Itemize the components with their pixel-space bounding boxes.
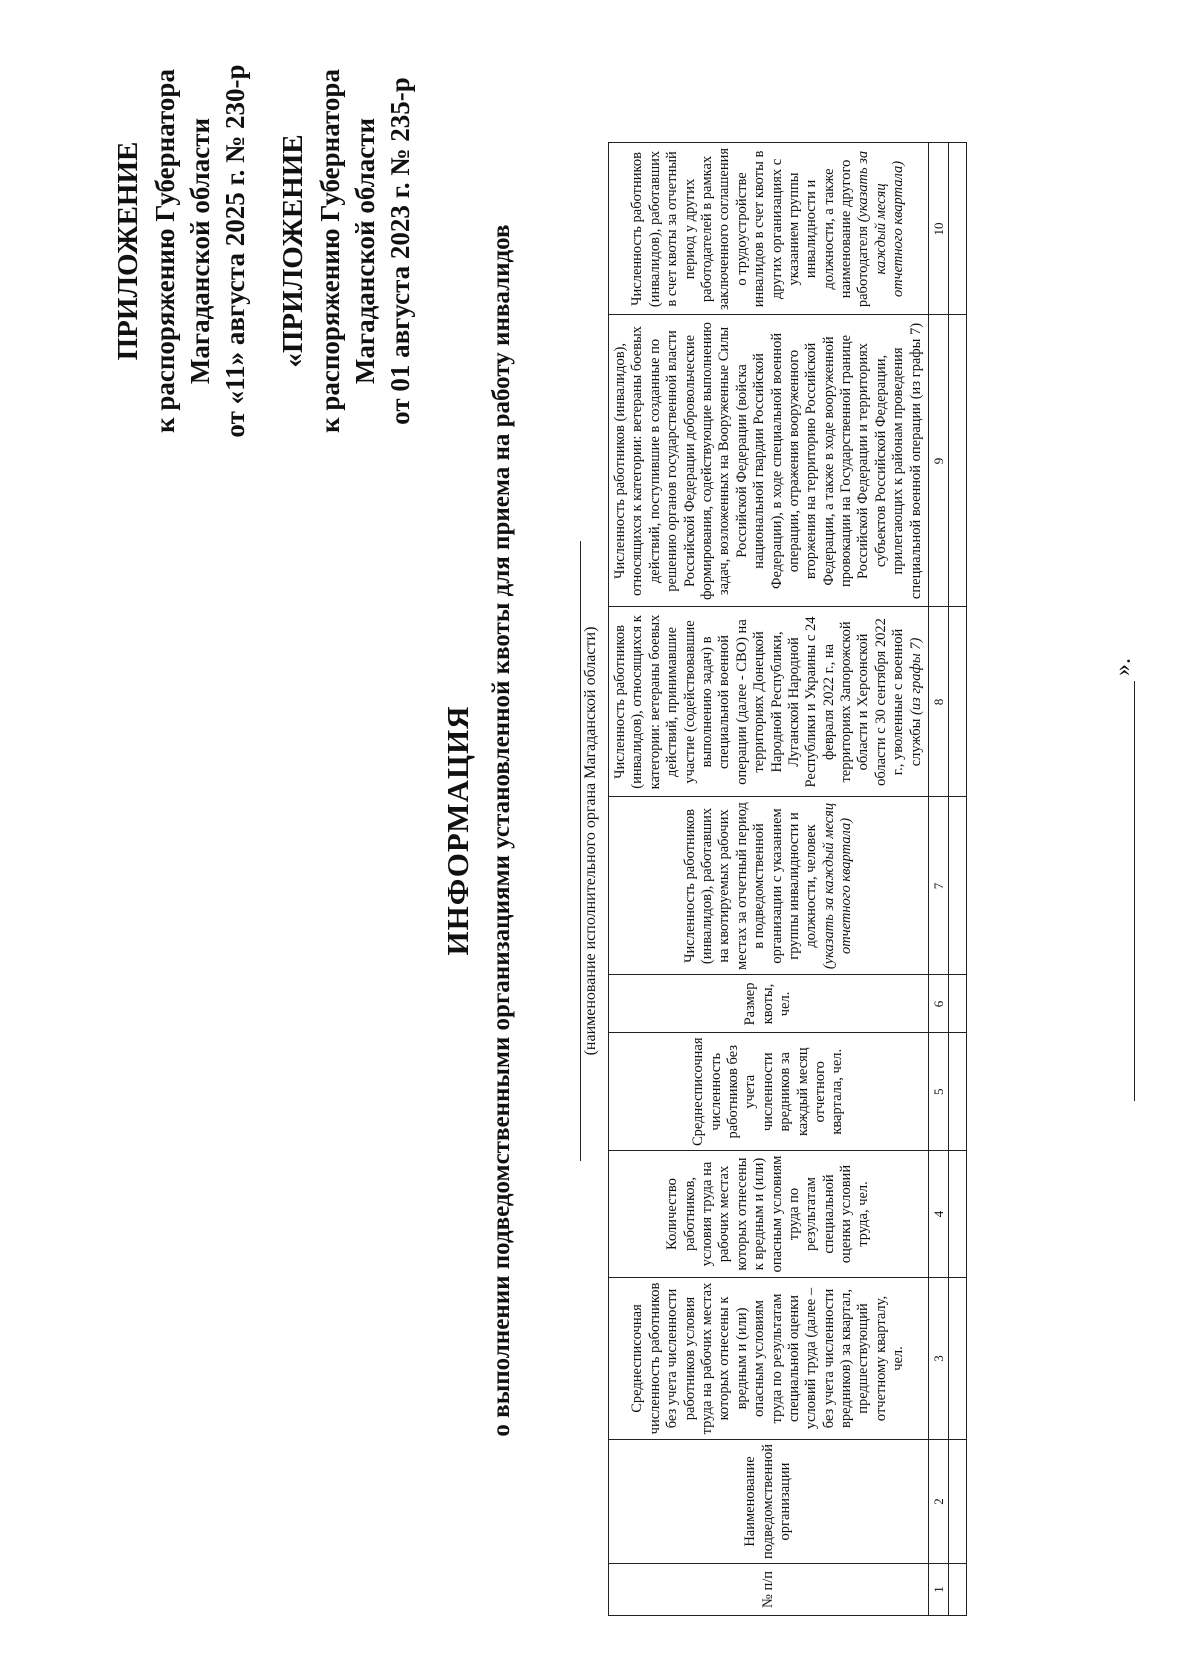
empty-cell: [949, 1033, 967, 1151]
quota-table: [608, 142, 967, 1616]
appendix-line3: от «11» августа 2025 г. № 230-р: [219, 64, 250, 438]
col-4-num: 4: [929, 1151, 949, 1278]
col-8-note: (из графы 7): [907, 637, 924, 715]
appendix-old-line3: от 01 августа 2023 г. № 235-р: [384, 77, 415, 425]
col-3-header: Среднесписочная численность работников без учета численности работников условия труда на рабочих местах которых отнесены к вредным и (или) опасным условиям труда по результатам специальной оценки условий труда (далее – без учета численности вредников) за квартал, предшествующий отчетному кварталу, чел.: [609, 1278, 929, 1440]
col-7-header: Численность работников (инвалидов), работавших на квотируемых рабочих местах за отчетный период в подведомственной организации с указанием группы инвалидности и должности, человек (указать за каждый месяц отчетного квартала): [609, 797, 929, 975]
appendix-header-new: [110, 41, 253, 461]
appendix-title: ПРИЛОЖЕНИЕ: [112, 141, 144, 361]
document-subtitle: о выполнении подведомственными организациями установленной квоты для приема на работу инвалидов: [488, 224, 515, 1437]
empty-cell: [949, 1151, 967, 1278]
closing-quote: ».: [1110, 658, 1136, 676]
col-5-header: Среднесписочная численность работников без учета численности вредников за каждый месяц отчетного квартала, чел.: [609, 1033, 929, 1151]
col-6-header: Размер квоты, чел.: [609, 975, 929, 1033]
empty-cell: [949, 1440, 967, 1564]
col-10-note: (указать за каждый месяц отчетного квартала): [855, 150, 907, 298]
col-9-header: Численность работников (инвалидов), относящихся к категории: ветераны боевых действий, поступившие в созданные по решению органов государственной власти Российской Федерации добровольческие формирования, содействующие выполнению задач, возложенных на Вооруженные Силы Российской Федерации (войска национальной гвардии Российской Федерации), в ходе специальной военной операции, отражения вооруженного вторжения на территорию Российской Федерации, а также в ходе вооруженной провокации на Государственной границе Российской Федерации и территориях субъектов Российской Федерации, прилегающих к районам проведения специальной военной операции (из графы 7): [609, 315, 929, 607]
col-1-header: № п/п: [609, 1564, 929, 1616]
empty-cell: [949, 1564, 967, 1616]
col-2-header: Наименование подведомственной организации: [609, 1440, 929, 1564]
empty-cell: [949, 143, 967, 315]
col-1-num: 1: [929, 1564, 949, 1616]
appendix-old-title: «ПРИЛОЖЕНИЕ: [277, 134, 309, 368]
appendix-old-line2: Магаданской области: [349, 117, 380, 385]
col-8-num: 8: [929, 607, 949, 797]
table-header-row: [609, 143, 929, 1616]
col-8-header: Численность работников (инвалидов), относящихся к категории: ветераны боевых действий, принимавшие участие (содействовавшие выполнению задач) в специальной военной операции (далее - СВО) на территориях Донецкой Народной Республики, Луганской Народной Республики и Украины с 24 февраля 2022 г., на территориях Запорожской области и Херсонской области с 30 сентября 2022 г., уволенные с военной службы (из графы 7): [609, 607, 929, 797]
empty-cell: [949, 315, 967, 607]
appendix-line1: к распоряжению Губернатора: [149, 69, 180, 433]
table-number-row: [929, 143, 949, 1616]
empty-cell: [949, 797, 967, 975]
appendix-old-line1: к распоряжению Губернатора: [314, 69, 345, 433]
col-2-num: 2: [929, 1440, 949, 1564]
org-name-caption: (наименование исполнительного органа Магаданской области): [582, 626, 599, 1056]
appendix-line2: Магаданской области: [184, 117, 215, 385]
col-10-header: Численность работников (инвалидов), работавших в счет квоты за отчетный период у других работодателей в рамках заключенного соглашения о трудоустройстве инвалидов в счет квоты в других организациях с указанием группы инвалидности и должности, а также наименование другого работодателя (указать за каждый месяц отчетного квартала): [609, 143, 929, 315]
empty-cell: [949, 1278, 967, 1440]
col-7-num: 7: [929, 797, 949, 975]
document-title: ИНФОРМАЦИЯ: [440, 705, 475, 956]
col-6-num: 6: [929, 975, 949, 1033]
signature-line: [1134, 681, 1135, 1101]
col-9-note: (из графы 7): [907, 322, 924, 400]
col-4-header: Количество работников, условия труда на рабочих местах которых отнесены к вредным и (или) опасным условиям труда по результатам специальной оценки условий труда, чел.: [609, 1151, 929, 1278]
appendix-header-old: [275, 41, 418, 461]
col-7-note: (указать за каждый месяц отчетного квартала): [820, 802, 855, 970]
org-name-line: [580, 541, 581, 1161]
col-9-num: 9: [929, 315, 949, 607]
empty-cell: [949, 607, 967, 797]
table-empty-row: [949, 143, 967, 1616]
col-3-num: 3: [929, 1278, 949, 1440]
col-10-num: 10: [929, 143, 949, 315]
col-5-num: 5: [929, 1033, 949, 1151]
empty-cell: [949, 975, 967, 1033]
